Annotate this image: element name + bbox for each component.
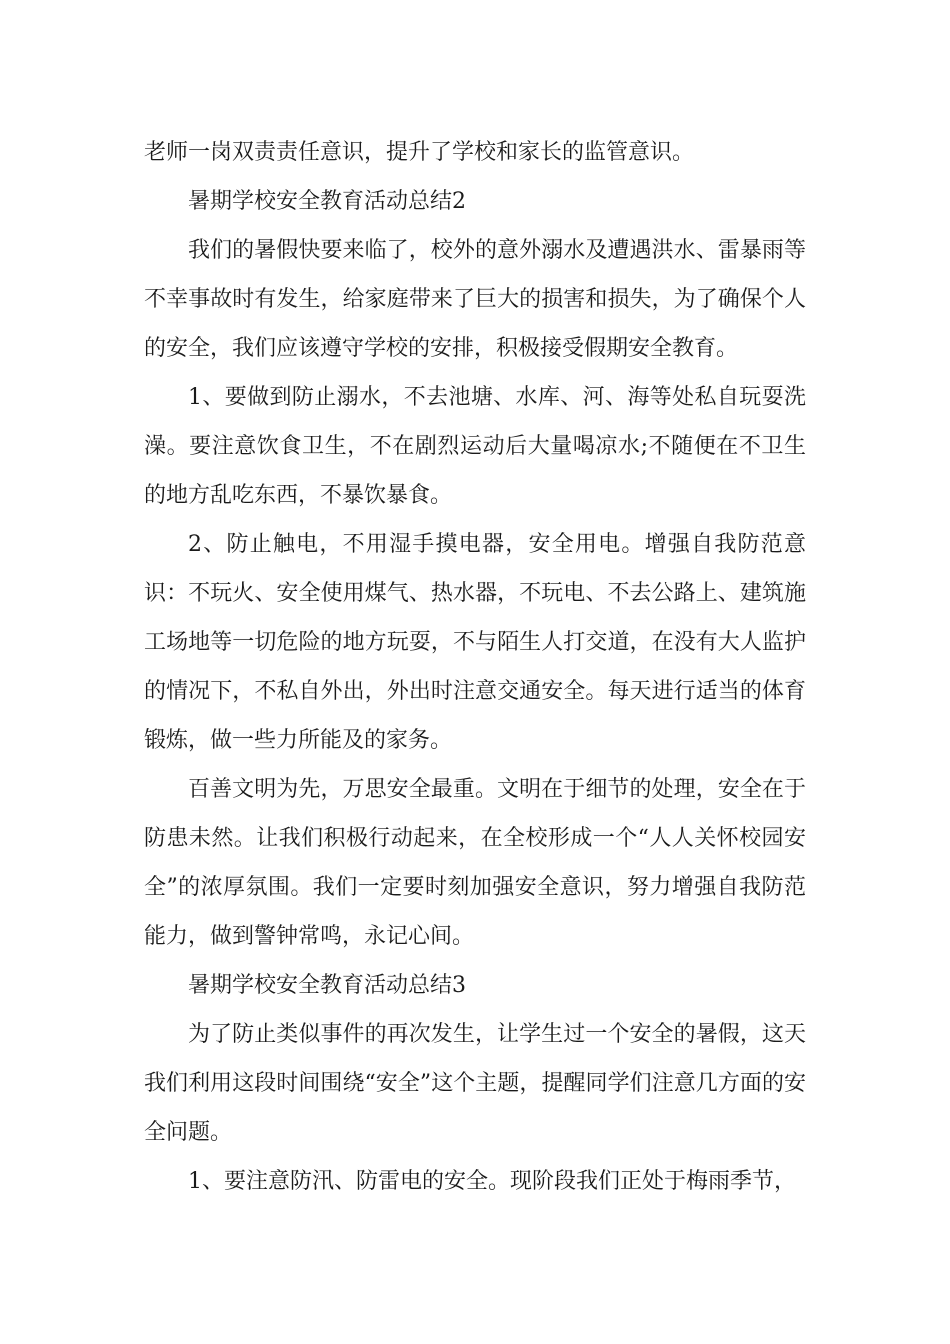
document-body: [144, 128, 806, 1206]
paragraph-intro-3: 为了防止类似事件的再次发生，让学生过一个安全的暑假，这天我们利用这段时间围绕“安全”这个主题，提醒同学们注意几方面的安全问题。: [144, 1022, 806, 1145]
section-heading-3: 暑期学校安全教育活动总结3: [188, 973, 466, 998]
paragraph-item-flood: 1、要注意防汛、防雷电的安全。现阶段我们正处于梅雨季节，: [188, 1169, 796, 1194]
paragraph-continuation: 老师一岗双责责任意识，提升了学校和家长的监管意识。: [144, 140, 695, 165]
paragraph-item-drowning: 1、要做到防止溺水，不去池塘、水库、河、海等处私自玩耍洗澡。要注意饮食卫生，不在剧烈运动后大量喝凉水;不随便在不卫生的地方乱吃东西，不暴饮暴食。: [144, 385, 806, 508]
paragraph-intro-2: 我们的暑假快要来临了，校外的意外溺水及遭遇洪水、雷暴雨等不幸事故时有发生，给家庭带来了巨大的损害和损失，为了确保个人的安全，我们应该遵守学校的安排，积极接受假期安全教育。: [144, 238, 806, 361]
paragraph-conclusion-2: 百善文明为先，万思安全最重。文明在于细节的处理，安全在于防患未然。让我们积极行动起来，在全校形成一个“人人关怀校园安全”的浓厚氛围。我们一定要时刻加强安全意识，努力增强自我防范能力，做到警钟常鸣，永记心间。: [144, 777, 806, 949]
section-heading-2: 暑期学校安全教育活动总结2: [188, 189, 466, 214]
paragraph-item-electric: 2、防止触电，不用湿手摸电器，安全用电。增强自我防范意识：不玩火、安全使用煤气、热水器，不玩电、不去公路上、建筑施工场地等一切危险的地方玩耍，不与陌生人打交道，在没有大人监护的情况下，不私自外出，外出时注意交通安全。每天进行适当的体育锻炼，做一些力所能及的家务。: [144, 532, 806, 753]
